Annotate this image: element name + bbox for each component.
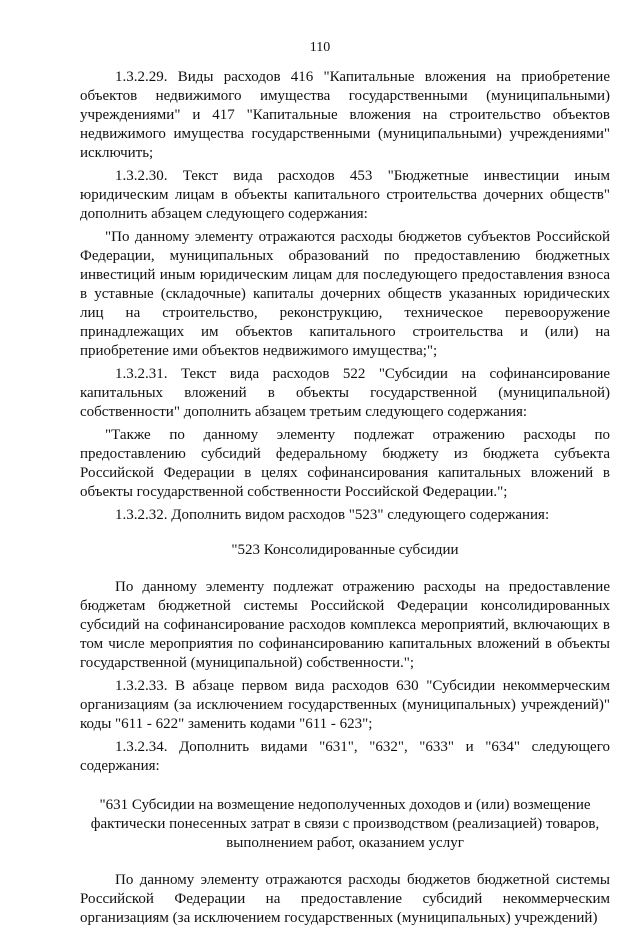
- quoted-paragraph-453: "По данному элементу отражаются расходы бюджетов субъектов Российской Федерации, муниципальных образований по предоставлению бюджетных инвестиций иным юридическим лицам для последующего предоставления взноса в уставные (складочные) капиталы дочерних обществ указанных юридических лиц на строительство, реконструкцию, техническое перевооружение принадлежащих им объектов капитального строительства и (или) на приобретение ими объектов недвижимого имущества;";: [80, 229, 610, 359]
- paragraph-1-3-2-33: 1.3.2.33. В абзаце первом вида расходов 630 "Субсидии некоммерческим организациям (за исключением государственных (муниципальных) учреждений)" коды "611 - 622" заменить кодами "611 - 623";: [80, 678, 610, 732]
- paragraph-631-text: По данному элементу отражаются расходы бюджетов бюджетной системы Российской Федерации на предоставление субсидий некоммерческим организациям (за исключением государственных (муниципальных) учреждений): [80, 872, 610, 926]
- heading-631: "631 Субсидии на возмещение недополученных доходов и (или) возмещение фактически понесенных затрат в связи с производством (реализацией) товаров, выполнением работ, оказанием услуг: [90, 797, 600, 851]
- paragraph-1-3-2-32: 1.3.2.32. Дополнить видом расходов "523" следующего содержания:: [115, 507, 550, 523]
- paragraph-1-3-2-29: 1.3.2.29. Виды расходов 416 "Капитальные вложения на приобретение объектов недвижимого имущества государственными (муниципальными) учреждениями" и 417 "Капитальные вложения на строительство объектов недвижимого имущества государственными (муниципальными) учреждениями" исключить;: [80, 69, 610, 161]
- paragraph-1-3-2-34: 1.3.2.34. Дополнить видами "631", "632", "633" и "634" следующего содержания:: [80, 739, 610, 774]
- paragraph-1-3-2-30: 1.3.2.30. Текст вида расходов 453 "Бюджетные инвестиции иным юридическим лицам в объекты капитального строительства дочерних обществ" дополнить абзацем следующего содержания:: [80, 168, 610, 222]
- document-body: [80, 68, 610, 928]
- paragraph-523-text: По данному элементу подлежат отражению расходы на предоставление бюджетам бюджетной системы Российской Федерации консолидированных субсидий на софинансирование расходов комплекса мероприятий, включающих в том числе мероприятия по софинансированию капитальных вложений в объекты государственной (муниципальной) собственности.";: [80, 579, 610, 671]
- paragraph-1-3-2-31: 1.3.2.31. Текст вида расходов 522 "Субсидии на софинансирование капитальных вложений в объекты государственной (муниципальной) собственности" дополнить абзацем третьим следующего содержания:: [80, 366, 610, 420]
- page-number: 110: [309, 40, 331, 55]
- heading-523: "523 Консолидированные субсидии: [231, 542, 459, 558]
- quoted-paragraph-522: "Также по данному элементу подлежат отражению расходы по предоставлению субсидий федеральному бюджету из бюджета субъекта Российской Федерации в целях софинансирования капитальных вложений в объекты государственной собственности Российской Федерации.";: [80, 427, 610, 500]
